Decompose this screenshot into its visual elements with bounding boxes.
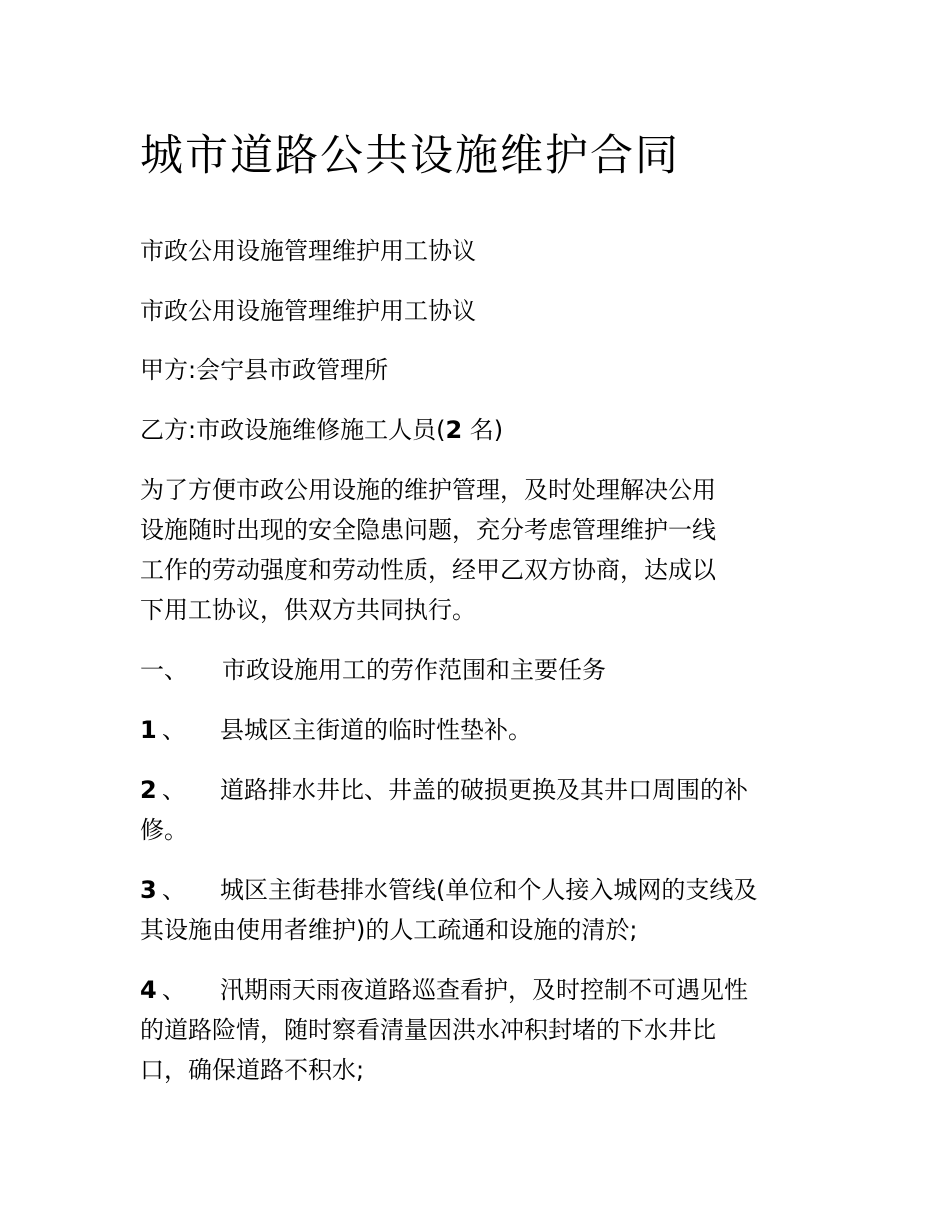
subtitle-line-1: 市政公用设施管理维护用工协议: [140, 237, 476, 265]
party-a-line: 甲方:会宁县市政管理所: [140, 356, 389, 384]
intro-line: 设施随时出现的安全隐患问题，充分考虑管理维护一线: [140, 516, 716, 544]
item-1: [140, 710, 532, 750]
item-4-text-1: 汛期雨天雨夜道路巡查看护，及时控制不可遇见性: [220, 976, 748, 1004]
intro-line: 下用工协议，供双方共同执行。: [140, 596, 476, 624]
party-b-line: [140, 410, 503, 450]
party-b-prefix: 乙方:市政设施维修施工人员(: [140, 416, 446, 444]
party-b-suffix: 名): [462, 416, 504, 444]
item-3: [140, 870, 820, 950]
section-1-marker: 一、: [140, 656, 188, 684]
item-3-number: 3: [140, 876, 157, 904]
item-2-line-1: [140, 770, 820, 810]
item-3-line-1: [140, 870, 820, 910]
item-3-text-1: 城区主街巷排水管线(单位和个人接入城网的支线及: [220, 876, 758, 904]
document-title: 城市道路公共设施维护合同: [140, 131, 680, 181]
party-b-count: 2: [445, 416, 463, 444]
item-2-mark: 、: [162, 776, 186, 804]
item-4-text-3: 口，确保道路不积水;: [140, 1056, 365, 1084]
item-2: [140, 770, 820, 850]
item-2-number: 2: [140, 776, 157, 804]
item-1-number: 1: [140, 716, 157, 744]
item-4-line-1: [140, 970, 820, 1010]
item-1-text: 县城区主街道的临时性垫补。: [220, 716, 532, 744]
section-1-heading: [140, 650, 606, 690]
item-4-text-2: 的道路险情，随时察看清量因洪水冲积封堵的下水井比: [140, 1016, 716, 1044]
item-2-text-1: 道路排水井比、井盖的破损更换及其井口周围的补: [220, 776, 748, 804]
section-1-heading-text: 市政设施用工的劳作范围和主要任务: [222, 656, 606, 684]
item-3-text-2: 其设施由使用者维护)的人工疏通和设施的清於;: [140, 916, 638, 944]
item-4-mark: 、: [162, 976, 186, 1004]
intro-paragraph: [140, 470, 820, 630]
item-4-number: 4: [140, 976, 157, 1004]
item-2-text-2: 修。: [140, 816, 188, 844]
item-3-mark: 、: [162, 876, 186, 904]
item-1-mark: 、: [162, 716, 186, 744]
subtitle-line-2: 市政公用设施管理维护用工协议: [140, 297, 476, 325]
intro-line: 工作的劳动强度和劳动性质，经甲乙双方协商，达成以: [140, 556, 716, 584]
intro-line: 为了方便市政公用设施的维护管理，及时处理解决公用: [140, 476, 716, 504]
item-4: [140, 970, 820, 1090]
